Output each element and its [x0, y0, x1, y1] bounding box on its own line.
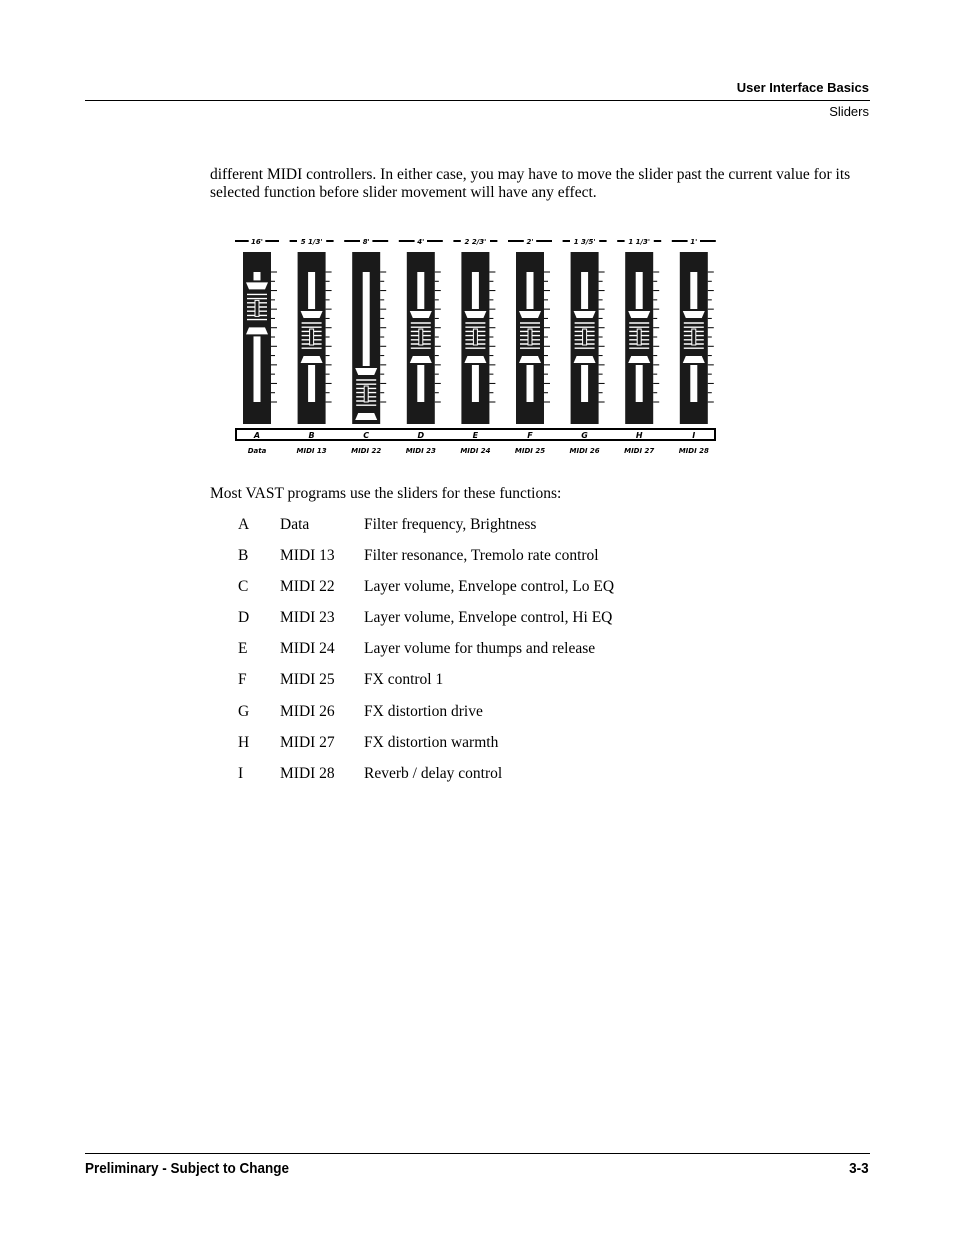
- controller-name: MIDI 28: [280, 764, 335, 782]
- slider-handle: [354, 366, 378, 422]
- slider-letter-label: B: [308, 431, 315, 440]
- slider-letter: I: [238, 764, 244, 782]
- slider-letter: H: [238, 733, 250, 751]
- handle-cap-bottom: [464, 356, 486, 363]
- slider-letter-label: I: [692, 431, 696, 440]
- slider-top-label: 1 3/5': [573, 238, 596, 246]
- slider-function-list: [238, 516, 798, 796]
- handle-cap-top: [355, 368, 377, 375]
- handle-cap-top: [628, 311, 650, 318]
- intro-paragraph: different MIDI controllers. In either case, you may have to move the slider past the current value for its selected function before slider movement will have any effect.: [210, 165, 851, 201]
- controller-name: MIDI 24: [280, 640, 335, 658]
- controller-name: MIDI 22: [280, 578, 335, 596]
- slider-top-label: 2': [526, 238, 534, 246]
- slider-controller-label: MIDI 23: [405, 447, 436, 455]
- slider-panel-figure: [230, 232, 720, 457]
- function-description: Filter frequency, Brightness: [364, 516, 537, 533]
- handle-center-slot: [637, 329, 641, 345]
- handle-center-slot: [255, 300, 259, 316]
- slider-d: [399, 236, 443, 424]
- slider-top-label: 16': [251, 238, 263, 246]
- handle-cap-bottom: [246, 327, 268, 334]
- slider-a: [235, 236, 279, 424]
- slider-handle: [463, 309, 487, 365]
- slider-top-label: 1 1/3': [628, 238, 651, 246]
- slider-top-label: 4': [417, 238, 425, 246]
- handle-center-slot: [473, 329, 477, 345]
- slider-letter-label: G: [581, 431, 588, 440]
- controller-name: MIDI 13: [280, 547, 335, 565]
- function-description: FX distortion warmth: [364, 733, 499, 751]
- function-description: Reverb / delay control: [364, 764, 503, 782]
- slider-top-label: 8': [362, 238, 370, 246]
- slider-letter-label: D: [417, 431, 425, 440]
- handle-center-slot: [310, 329, 314, 345]
- function-row-g: [238, 703, 798, 734]
- handle-cap-bottom: [628, 356, 650, 363]
- handle-cap-top: [301, 311, 323, 318]
- handle-cap-bottom: [519, 356, 541, 363]
- slider-handle: [409, 309, 433, 365]
- functions-lead-sentence: Most VAST programs use the sliders for these functions:: [210, 485, 562, 502]
- slider-controller-label: MIDI 26: [569, 447, 600, 455]
- slider-handle: [300, 309, 324, 365]
- slider-handle: [518, 309, 542, 365]
- handle-cap-bottom: [683, 356, 705, 363]
- slider-letter-label: C: [363, 431, 370, 440]
- slider-controller-label: MIDI 28: [678, 447, 709, 455]
- function-row-d: [238, 609, 798, 640]
- controller-name: MIDI 23: [280, 609, 335, 627]
- slider-handle: [245, 280, 269, 336]
- page-number: 3-3: [849, 1160, 869, 1177]
- handle-cap-bottom: [355, 413, 377, 420]
- function-description: FX distortion drive: [364, 702, 483, 720]
- slider-top-label: 5 1/3': [300, 238, 323, 246]
- slider-i: [672, 236, 716, 424]
- slider-g: [563, 236, 607, 424]
- handle-cap-top: [683, 311, 705, 318]
- slider-top-label: 1': [690, 238, 698, 246]
- handle-center-slot: [419, 329, 423, 345]
- controller-name: MIDI 27: [280, 733, 335, 751]
- slider-f: [508, 236, 552, 424]
- handle-center-slot: [583, 329, 587, 345]
- function-row-i: [238, 765, 798, 796]
- running-header-section: Sliders: [829, 104, 869, 119]
- slider-h: [617, 236, 661, 424]
- slider-e: [453, 236, 497, 424]
- slider-letter-label: E: [472, 431, 479, 440]
- function-row-e: [238, 640, 798, 671]
- slider-letter: G: [238, 702, 250, 720]
- slider-handle: [627, 309, 651, 365]
- function-row-c: [238, 578, 798, 609]
- function-row-f: [238, 671, 798, 702]
- controller-name: Data: [280, 516, 310, 533]
- function-description: FX control 1: [364, 671, 444, 689]
- slider-handle: [682, 309, 706, 365]
- controller-name: MIDI 25: [280, 671, 335, 689]
- function-description: Layer volume, Envelope control, Lo EQ: [364, 578, 615, 596]
- running-header-title: User Interface Basics: [736, 80, 869, 95]
- slider-letter: D: [238, 609, 250, 627]
- handle-center-slot: [692, 329, 696, 345]
- slider-top-label: 2 2/3': [464, 238, 487, 246]
- footer-notice: Preliminary - Subject to Change: [85, 1160, 290, 1177]
- slider-letter: C: [238, 578, 249, 596]
- slider-b: [290, 236, 334, 424]
- slider-controller-label: MIDI 27: [624, 447, 655, 455]
- slider-controller-label: MIDI 13: [296, 447, 327, 455]
- function-row-h: [238, 734, 798, 765]
- slider-letter-label: F: [527, 431, 533, 440]
- handle-cap-top: [574, 311, 596, 318]
- footer-rule: [85, 1153, 870, 1154]
- handle-cap-top: [246, 282, 268, 289]
- header-rule: [85, 100, 870, 101]
- slider-handle: [573, 309, 597, 365]
- slider-letter: E: [238, 640, 248, 658]
- controller-name: MIDI 26: [280, 702, 335, 720]
- slider-letter: F: [238, 671, 247, 689]
- handle-cap-top: [464, 311, 486, 318]
- handle-cap-bottom: [574, 356, 596, 363]
- slider-c: [344, 236, 388, 424]
- slider-letter-label: H: [635, 431, 643, 440]
- slider-controller-label: MIDI 24: [460, 447, 491, 455]
- function-row-b: [238, 547, 798, 578]
- function-description: Filter resonance, Tremolo rate control: [364, 547, 599, 565]
- handle-cap-top: [519, 311, 541, 318]
- handle-center-slot: [528, 329, 532, 345]
- function-row-a: [238, 516, 798, 547]
- function-description: Layer volume, Envelope control, Hi EQ: [364, 609, 613, 627]
- slider-letter: B: [238, 547, 249, 565]
- function-description: Layer volume for thumps and release: [364, 640, 596, 658]
- slider-letter: A: [238, 516, 250, 533]
- handle-cap-top: [410, 311, 432, 318]
- slider-letter-label: A: [253, 431, 261, 440]
- slider-controller-label: MIDI 25: [514, 447, 546, 455]
- handle-cap-bottom: [301, 356, 323, 363]
- slider-controller-label: Data: [247, 447, 267, 455]
- handle-cap-bottom: [410, 356, 432, 363]
- slider-controller-label: MIDI 22: [351, 447, 382, 455]
- handle-center-slot: [364, 386, 368, 402]
